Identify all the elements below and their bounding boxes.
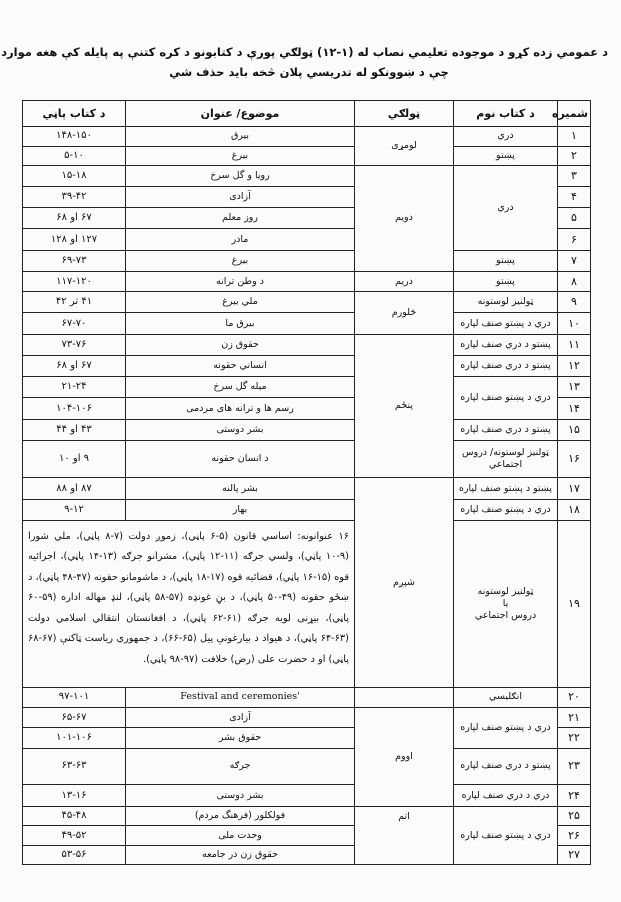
table-row	[23, 478, 591, 499]
grade-cell: اتم	[355, 807, 454, 865]
table-row	[23, 440, 591, 477]
topic-cell: جرګه	[126, 748, 355, 784]
book-name: دري د پښتو صنف لپاره	[454, 807, 558, 865]
table-row	[23, 784, 591, 806]
table-row	[23, 419, 591, 440]
row-number: ۱۵	[558, 419, 591, 440]
topic-cell: ملي بیرغ	[126, 292, 355, 313]
page-cell: ۱۲۷ او ۱۲۸	[23, 229, 126, 250]
book-name-line: ټولنیز لوستونه	[477, 585, 534, 597]
book-name: پښتو د پښتو صنف لپاره	[454, 478, 558, 499]
document-title	[1, 42, 608, 82]
page-cell: ۱۳-۱۶	[23, 784, 126, 806]
page-cell: ۱۰۴-۱۰۶	[23, 398, 126, 419]
page-cell: ۱۵-۱۸	[23, 165, 126, 186]
topic-cell: مادر	[126, 229, 355, 250]
row-number: ۷	[558, 250, 591, 271]
page-cell: ۶۷ او ۶۸	[23, 355, 126, 376]
topic-cell: بهار	[126, 499, 355, 520]
header-grade: ټولګي	[355, 101, 454, 127]
page-cell: ۱۴۸-۱۵۰	[23, 127, 126, 146]
page-cell: ۲۱-۲۴	[23, 377, 126, 398]
row-number: ۸	[558, 271, 591, 291]
row-number: ۲۶	[558, 826, 591, 845]
row-number: ۴	[558, 186, 591, 207]
topics-note: ۱۶ عنوانونه: اساسي قانون (۵-۶ پاڼي)، زموږ دولت (۷-۸ پاڼي)، ملي شورا (۹-۱۰ پاڼي)، ولسي جرګه (۱۱-۱۲ پاڼي)، مشرانو جرګه (۱۳-۱۴ پاڼي)، اجرائیه قوه (۱۵-۱۶ پاڼي)، قضائیه قوه (۱۷-۱۸ پاڼي)، د ماشومانو حقونه (۴۷-۴۸ پاڼي)، د ښځو حقونه (۴۹-۵۰ پاڼي)، د بڼ غونډه (۵۷-۵۸ پاڼي)، لنډ مهاله اداره (۵۹-۶۰ پاڼي)، بیړنی لویه جرګه (۶۱-۶۲ پاڼي)، د افغانستان انتقالي اسلامي دولت (۶۳-۶۴ پاڼي)، د هیواد د بیارغونې پیل (۶۵-۶۶)، د جمهوري ریاست ټاکنې (۶۷-۶۸ پاڼي) او د حضرت علی (رض) خلافت (۹۷-۹۸ پاڼي).	[23, 520, 355, 687]
topic-cell: روز معلم	[126, 208, 355, 229]
table-row	[23, 748, 591, 784]
book-name: دري د پښتو صنف لپاره	[454, 377, 558, 420]
table-row	[23, 271, 591, 291]
row-number: ۱۴	[558, 398, 591, 419]
page-cell: ۱۰۱-۱۰۶	[23, 728, 126, 748]
row-number: ۱	[558, 127, 591, 146]
table-row	[23, 355, 591, 376]
grade-cell: لومړی	[355, 127, 454, 165]
row-number: ۱۲	[558, 355, 591, 376]
book-name: دري د پښتو صنف لپاره	[454, 499, 558, 520]
page-cell: ۹-۱۲	[23, 499, 126, 520]
page-cell: ۷۳-۷۶	[23, 334, 126, 355]
page-cell: ۵۳-۵۶	[23, 845, 126, 864]
book-name: پښتو د دري صنف لپاره	[454, 355, 558, 376]
row-number: ۱۸	[558, 499, 591, 520]
topic-cell: میله گل سرخ	[126, 377, 355, 398]
grade-cell: څلورم	[355, 292, 454, 335]
page-cell: ۹ او ۱۰	[23, 440, 126, 477]
row-number: ۲۵	[558, 807, 591, 826]
row-number: ۲	[558, 146, 591, 165]
table-row	[23, 687, 591, 707]
topic-cell: د انسان حقونه	[126, 440, 355, 477]
page-cell: ۳۹-۴۲	[23, 186, 126, 207]
topic-cell: بیرغ	[126, 146, 355, 165]
table-row	[23, 708, 591, 728]
book-name: پښتو	[454, 250, 558, 271]
table-header-row	[23, 101, 591, 127]
topic-cell: رسم ها و ترانه های مردمی	[126, 398, 355, 419]
book-name: دري د پښتو صنف لپاره	[454, 313, 558, 334]
row-number: ۲۳	[558, 748, 591, 784]
topic-cell: انساني حقونه	[126, 355, 355, 376]
topic-cell: فولکلور (فرهنگ مردم)	[126, 807, 355, 826]
row-number: ۱۱	[558, 334, 591, 355]
header-number: شمیره	[558, 101, 591, 127]
book-name: دري	[454, 127, 558, 146]
book-name: پښتو د دري صنف لپاره	[454, 419, 558, 440]
row-number: ۲۰	[558, 687, 591, 707]
book-name: دري	[454, 165, 558, 250]
row-number: ۱۹	[558, 520, 591, 687]
row-number: ۲۲	[558, 728, 591, 748]
row-number: ۵	[558, 208, 591, 229]
row-number: ۱۶	[558, 440, 591, 477]
topic-cell: بشر دوستی	[126, 784, 355, 806]
table-row	[23, 334, 591, 355]
topic-cell: بیرق ما	[126, 313, 355, 334]
book-name: پښتو	[454, 146, 558, 165]
book-name-line: یا	[502, 597, 509, 609]
page-cell: ۸۷ او ۸۸	[23, 478, 126, 499]
topic-cell: د وطن ترانه	[126, 271, 355, 291]
table-row	[23, 377, 591, 398]
book-name: ټولنیز لوستونه	[454, 292, 558, 313]
row-number: ۱۷	[558, 478, 591, 499]
page-cell: ۴۱ تر ۴۲	[23, 292, 126, 313]
row-number: ۲۴	[558, 784, 591, 806]
header-book-name: د کتاب نوم	[454, 101, 558, 127]
page-cell: ۶۵-۶۷	[23, 708, 126, 728]
topic-cell: حقوق بشر	[126, 728, 355, 748]
table-row	[23, 292, 591, 313]
book-name: پښتو	[454, 271, 558, 291]
table-row	[23, 313, 591, 334]
grade-cell: دریم	[355, 271, 454, 291]
book-name	[454, 520, 558, 687]
topic-cell: بیرق	[126, 127, 355, 146]
row-number: ۱۰	[558, 313, 591, 334]
grade-cell: شپږم	[355, 478, 454, 687]
page-cell: ۱۱۷-۱۲۰	[23, 271, 126, 291]
page-cell: ۵-۱۰	[23, 146, 126, 165]
topic-cell: حقوق زن	[126, 334, 355, 355]
grade-cell: اووم	[355, 708, 454, 807]
curriculum-table	[22, 100, 590, 865]
row-number: ۹	[558, 292, 591, 313]
table-row	[23, 146, 591, 165]
page-cell: ۴۵-۴۸	[23, 807, 126, 826]
book-name: ټولنیز لوستونه/ دروس اجتماعي	[454, 440, 558, 477]
topic-cell: حقوق زن در جامعه	[126, 845, 355, 864]
row-number: ۲۷	[558, 845, 591, 864]
page-cell: ۴۳ او ۴۴	[23, 419, 126, 440]
table-row	[23, 127, 591, 146]
title-line-2: چې د ښوونکو له تدریسي پلان څخه باید حذف شي	[169, 65, 449, 79]
topic-cell: وحدت ملی	[126, 826, 355, 845]
header-page: د کتاب پاڼي	[23, 101, 126, 127]
grade-cell	[355, 687, 454, 707]
topic-cell: بشر پالنه	[126, 478, 355, 499]
grade-cell: پنځم	[355, 334, 454, 478]
topic-cell: بشر دوستی	[126, 419, 355, 440]
topic-cell: آزادی	[126, 186, 355, 207]
topic-cell: بیرغ	[126, 250, 355, 271]
title-line-1: د عمومي زده کړو د موجوده تعلیمي نصاب له (۱-۱۲) ټولګي پورې د کتابونو د کره کتنې په پایله کې هغه موارد	[1, 45, 608, 59]
table-row	[23, 807, 591, 826]
row-number: ۲۱	[558, 708, 591, 728]
table-row	[23, 250, 591, 271]
page-cell: ۹۷-۱۰۱	[23, 687, 126, 707]
book-name: انګلیسي	[454, 687, 558, 707]
page-cell: ۶۹-۷۳	[23, 250, 126, 271]
topic-cell: Festival and ceremonies'	[126, 687, 355, 707]
book-name: پښتو د دري صنف لپاره	[454, 334, 558, 355]
row-number: ۱۳	[558, 377, 591, 398]
topic-cell: آزادی	[126, 708, 355, 728]
grade-cell: دویم	[355, 165, 454, 271]
book-name: دري د پښتو صنف لپاره	[454, 708, 558, 748]
page-cell: ۶۳-۶۳	[23, 748, 126, 784]
book-name: پښتو د دري صنف لپاره	[454, 748, 558, 784]
page-cell: ۶۷-۷۰	[23, 313, 126, 334]
row-number: ۶	[558, 229, 591, 250]
table-row	[23, 165, 591, 186]
book-name-line: دروس اجتماعي	[474, 609, 537, 621]
page-cell: ۴۹-۵۲	[23, 826, 126, 845]
table-row	[23, 520, 591, 687]
book-name: دري د دري صنف لپاره	[454, 784, 558, 806]
header-topic: موضوع/ عنوان	[126, 101, 355, 127]
topic-cell: رویا و گل سرخ	[126, 165, 355, 186]
row-number: ۳	[558, 165, 591, 186]
page-cell: ۶۷ او ۶۸	[23, 208, 126, 229]
table-row	[23, 499, 591, 520]
